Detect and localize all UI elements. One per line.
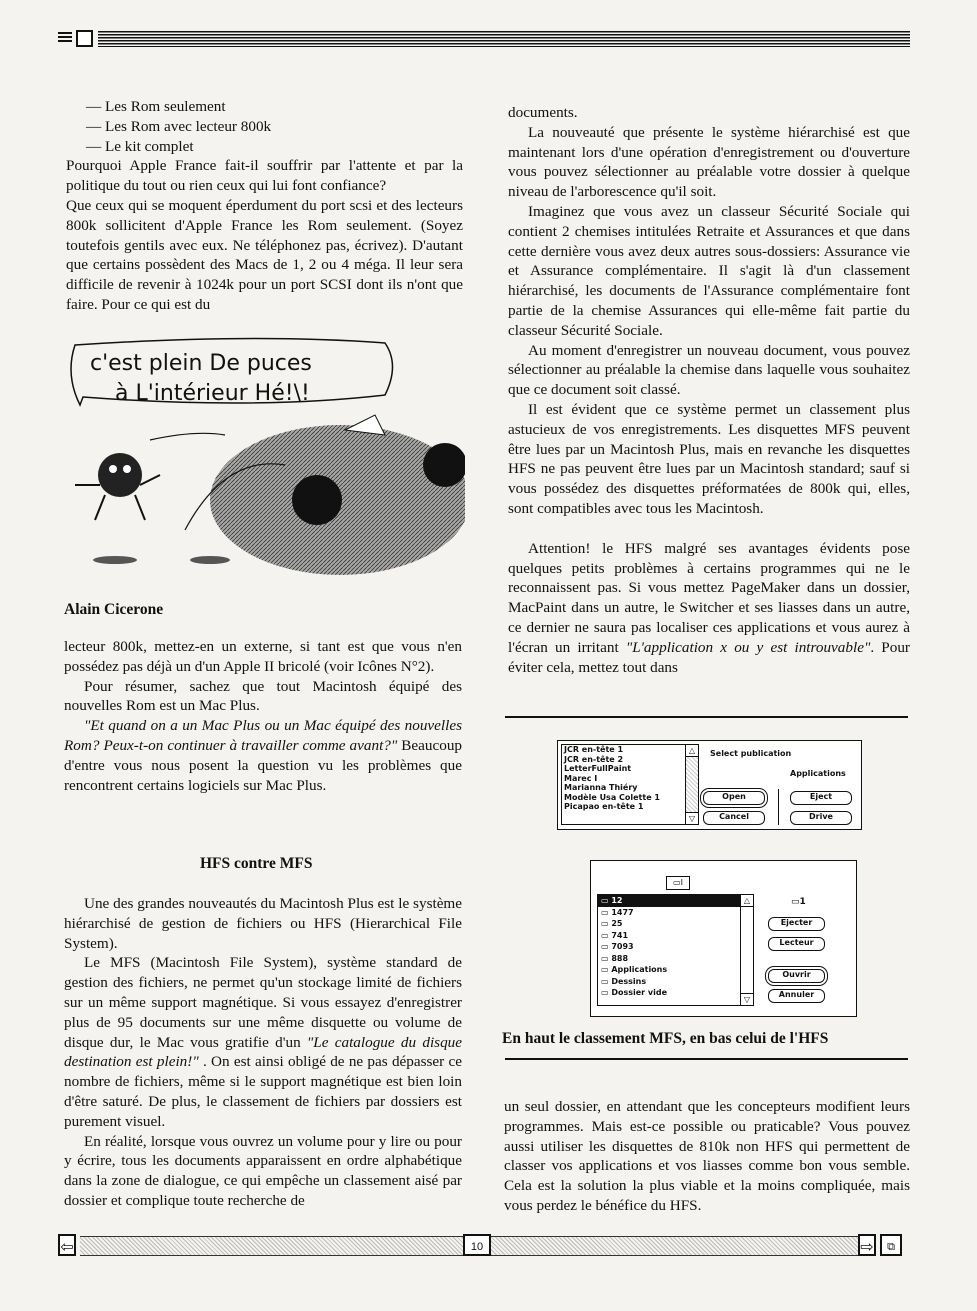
list-item[interactable]: ▭ 888 xyxy=(601,953,629,963)
paragraph: Pour résumer, sachez que tout Macintosh équipé des nouvelles Rom est un Mac Plus. xyxy=(64,677,462,715)
scroll-left-arrow-icon[interactable]: ⇦ xyxy=(58,1234,76,1256)
list-item[interactable]: Modèle Usa Colette 1 xyxy=(564,792,660,802)
figure-caption: En haut le classement MFS, en bas celui de l'HFS xyxy=(502,1030,829,1047)
drive-button[interactable]: Lecteur xyxy=(768,937,825,951)
size-box-icon[interactable]: ⧉ xyxy=(880,1234,902,1256)
list-item[interactable]: ▭ 1477 xyxy=(601,907,634,917)
paragraph: documents. xyxy=(508,104,578,121)
quote-text: "L'application x ou y est introuvable" xyxy=(625,638,871,656)
left-column-bottom xyxy=(64,637,462,795)
page-number: 10 xyxy=(463,1234,491,1256)
list-item-label: Applications xyxy=(611,965,668,974)
paragraph: lecteur 800k, mettez-en un externe, si tant est que vous n'en possédez pas déjà un d'un Apple II bricolé (voir Icônes N°2). xyxy=(64,638,462,675)
list-item: — Les Rom seulement xyxy=(86,98,226,115)
dialog-title: Select publication xyxy=(710,749,792,758)
cartoon-illustration xyxy=(55,335,465,585)
paragraph: Que ceux qui se moquent éperdument du port scsi et des lecteurs 800k sollicitent d'Apple France les Rom seulement. (Soyez toutefois gentils avec eux. Ne téléphonez pas, écrivez). D'autant que certains possèdent des Macs de 1, 2 ou 4 méga. Il leur sera difficile de revenir à 1024k pour un port SCSI dont ils n'ont que faire. Pour ce qui est du xyxy=(66,196,463,313)
top-window-bar xyxy=(58,30,910,50)
left-column-hfs xyxy=(64,894,462,1211)
ground-shadow-icon xyxy=(93,556,137,564)
paragraph-text: Beaucoup d'entre vous nous posent la question vu les problèmes que rencontrent certains logiciels sur Mac Plus. xyxy=(64,736,463,794)
list-item-label: 25 xyxy=(611,919,623,928)
scroll-up-arrow-icon[interactable]: △ xyxy=(686,745,698,757)
open-button[interactable]: Ouvrir xyxy=(768,969,825,983)
list-item[interactable]: ▭ 741 xyxy=(601,930,629,940)
bottom-scroll-bar xyxy=(58,1234,910,1258)
file-list[interactable] xyxy=(561,744,699,825)
list-item[interactable]: ▭ 25 xyxy=(601,919,623,928)
hfs-open-dialog xyxy=(590,860,857,1017)
list-item[interactable]: ▭ Dessins xyxy=(601,976,647,986)
paragraph-text: Attention! le HFS malgré ses avantages évidents pose quelques petits problèmes à certains programmes qui ne le reconnaissent pas. Si vous mettez PageMaker dans un dossier, MacPaint dans un autre, le Switcher et ses liasses dans un autre, ce dernier ne saura pas localiser ces applications et vous aurez à l'écran un irritant xyxy=(508,539,910,656)
quote-text: "Et quand on a un Mac Plus ou un Mac équipé des nouvelles Rom? Peux-t-on continuer à travailler comme avant?" xyxy=(64,717,462,754)
scroll-down-arrow-icon[interactable]: ▽ xyxy=(741,993,753,1005)
list-item-label: 1477 xyxy=(611,907,634,917)
paragraph xyxy=(64,716,462,795)
paragraph: Il est évident que ce système permet un classement plus astucieux de vos enregistrements. Les disquettes MFS peuvent être lues par un Macintosh Plus, mais en revanche les disquettes HFS ne pas peuvent être lues par un Macintosh standard; sauf si vous possédez des disquettes préformatées de 800k qui, elles, sont compatibles avec tous les Macintosh. xyxy=(508,400,910,517)
list-item-label: 888 xyxy=(611,953,629,963)
dialog-subtitle: Applications xyxy=(790,769,846,778)
section-heading: HFS contre MFS xyxy=(200,855,313,872)
list-item[interactable]: JCR en-tête 2 xyxy=(564,754,624,764)
list-item[interactable]: LetterFullPaint xyxy=(564,764,632,773)
cartoon-text-line1: c'est plein De puces xyxy=(90,351,312,376)
dialog-separator xyxy=(778,789,779,825)
paragraph: Au moment d'enregistrer un nouveau document, vous pouvez sélectionner au préalable la chemise dans laquelle vous souhaitez que ce document soit classé. xyxy=(508,341,910,399)
mfs-open-dialog xyxy=(557,740,862,830)
cartoon-text-line2: à L'intérieur Hé!\! xyxy=(115,381,310,406)
list-item[interactable]: Marianna Thiéry xyxy=(564,783,638,792)
list-item-label: 7093 xyxy=(611,942,634,951)
drive-button[interactable]: Drive xyxy=(790,811,852,825)
scroll-down-arrow-icon[interactable]: ▽ xyxy=(686,812,698,824)
shadow-spot-icon xyxy=(423,443,465,487)
list-item[interactable]: ▭ Dossier vide xyxy=(601,988,668,997)
scrollbar[interactable] xyxy=(740,895,753,1005)
list-item[interactable]: Marec I xyxy=(564,773,598,783)
paragraph-text: Le MFS (Macintosh File System), système standard de gestion des fichiers, ne permet qu'un stockage limité de fichiers sur un même support magnétique. Si vous essayez d'enregistrer plus de 95 documents sur une même disquette ou volume de disque dur, le Mac vous gratifie d'un xyxy=(64,954,462,1051)
paragraph-text: . Pour éviter cela, mettez tout dans xyxy=(508,638,910,676)
scrollbar[interactable] xyxy=(685,745,698,824)
folder-list[interactable] xyxy=(597,894,754,1006)
worm-hole-icon xyxy=(292,475,342,525)
paragraph xyxy=(64,953,462,1131)
scroll-up-arrow-icon[interactable]: △ xyxy=(741,895,753,907)
open-button[interactable]: Open xyxy=(703,791,765,805)
author-name: Alain Cicerone xyxy=(64,601,164,618)
close-box-icon[interactable] xyxy=(76,30,93,47)
paragraph: Imaginez que vous avez un classeur Sécurité Sociale qui contient 2 chemises intitulées Retraite et Assurances et que dans cette dernière vous avez deux autres sous-dossiers: Assurance vie et Assurance complémentaire. Il s'agit là d'un classement hiérarchisé, les documents de l'Assurance complémentaire font partie de la chemise Assurances qui elle-même fait partie du classeur Sécurité Sociale. xyxy=(508,202,910,339)
divider xyxy=(505,716,908,718)
list-item: — Les Rom avec lecteur 800k xyxy=(86,117,272,135)
paragraph: Une des grandes nouveautés du Macintosh Plus est le système hiérarchisé de gestion de fichiers ou HFS (Hierarchical File System). xyxy=(64,895,462,952)
eject-button[interactable]: Eject xyxy=(790,791,852,805)
left-column-top xyxy=(66,97,463,315)
bug-character-icon xyxy=(98,453,142,497)
divider xyxy=(505,1058,908,1060)
list-item[interactable]: Picapao en-tête 1 xyxy=(564,802,644,811)
list-item[interactable]: JCR en-tête 1 xyxy=(564,745,624,754)
paragraph: En réalité, lorsque vous ouvrez un volume pour y lire ou pour y écrire, tous les documents apparaissent en ordre alphabétique dans la zone de dialogue, ce qui empêche un classement aisé par dossier et complique toute recherche de xyxy=(64,1132,462,1209)
paragraph: Pourquoi Apple France fait-il souffrir par l'attente et par la politique du tout ou rien ceux qui lui font confiance? xyxy=(66,157,463,195)
right-column-top xyxy=(508,103,910,677)
volume-label: ▭1 xyxy=(791,897,806,907)
scroll-right-arrow-icon[interactable]: ⇨ xyxy=(858,1234,876,1256)
list-item[interactable]: ▭ 7093 xyxy=(601,942,634,951)
folder-popup-icon[interactable]: ▭I xyxy=(666,876,690,890)
paragraph: La nouveauté que présente le système hiérarchisé est que maintenant lors d'une opération d'enregistrement ou d'ouverture vous pouvez sélectionner au préalable votre dossier à quelque niveau de l'arborescence qu'il soit. xyxy=(508,123,910,201)
list-item-label: 12 xyxy=(611,896,623,905)
eject-button[interactable]: Ejecter xyxy=(768,917,825,931)
menu-lines-icon xyxy=(58,32,72,46)
list-item-label: 741 xyxy=(611,930,629,940)
list-item: — Le kit complet xyxy=(86,137,194,155)
paragraph: un seul dossier, en attendant que les concepteurs modifient leurs programmes. Mais est-ce possible ou praticable? Vous pouvez aussi utiliser les disquettes de 810k non HFS qui permettent de classer vos applications et vos liasses comme bon vous semble. Cela est la solution la plus viable et la moins compliquée, mais vous perdez le bénéfice du HFS. xyxy=(504,1098,910,1214)
title-bar-stripes xyxy=(98,31,910,47)
list-item-selected[interactable]: ▭ 12 xyxy=(598,895,753,907)
paragraph-text: . On est ainsi obligé de ne pas dépasser ce nombre de fichiers, même si le support magnétique est bien loin d'être saturé. De plus, le classement de fichiers par dossiers est purement visuel. xyxy=(64,1053,462,1130)
cancel-button[interactable]: Annuler xyxy=(768,989,825,1003)
quote-text: "Le catalogue du disque destination est plein!" xyxy=(64,1033,462,1071)
volume-name: 1 xyxy=(799,897,806,907)
list-item-label: Dossier vide xyxy=(611,988,668,997)
cancel-button[interactable]: Cancel xyxy=(703,811,765,825)
list-item[interactable]: ▭ Applications xyxy=(601,965,668,974)
paragraph xyxy=(508,539,910,678)
list-item-label: Dessins xyxy=(611,976,647,986)
right-column-bottom xyxy=(504,1097,910,1216)
